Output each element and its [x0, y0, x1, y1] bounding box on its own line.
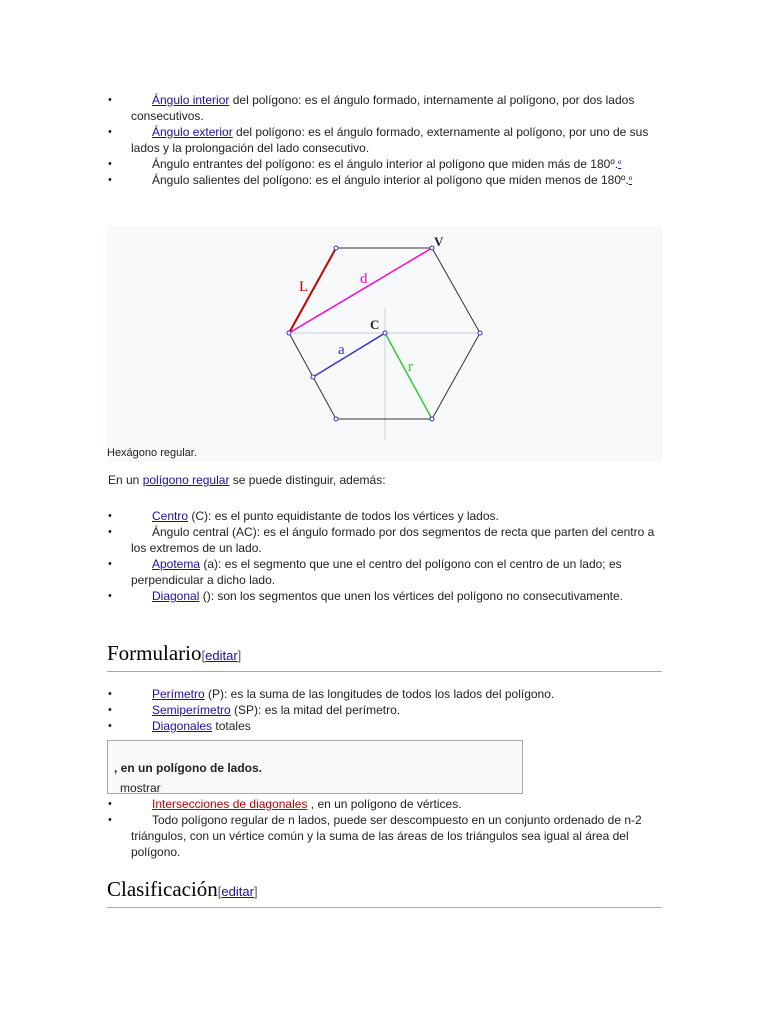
side-l-line	[289, 248, 336, 333]
list-item	[108, 124, 662, 156]
edit-bracket-close: ]	[253, 884, 258, 899]
edit-bracket-open: [	[217, 884, 222, 899]
edit-link[interactable]: editar	[221, 884, 254, 899]
list-item	[108, 508, 662, 524]
bullet-icon: •	[108, 798, 112, 810]
item-text: (SP): es la mitad del perímetro.	[230, 703, 401, 717]
list-item	[108, 156, 662, 172]
list-item	[108, 524, 662, 556]
label-l: L	[299, 279, 309, 295]
list-item	[108, 702, 662, 718]
footnote-link[interactable]: º	[618, 159, 622, 169]
item-text: Todo polígono regular de n lados, puede ser descompuesto en un conjunto ordenado de n-2 triángulos, con un vértice común y la suma de las áreas de los triángulos sea igual al área del polígono.	[131, 813, 642, 859]
figure-caption: Hexágono regular.	[107, 447, 197, 459]
list-item	[108, 92, 662, 124]
bullet-icon: •	[108, 510, 112, 522]
edit-bracket-open: [	[201, 648, 206, 663]
list-item	[108, 588, 662, 604]
list-item	[108, 796, 662, 812]
intro-paragraph	[108, 473, 386, 487]
item-text: (P): es la suma de las longitudes de todos los lados del polígono.	[204, 687, 555, 701]
bullet-icon: •	[108, 814, 112, 826]
bullet-icon: •	[108, 704, 112, 716]
inline-link[interactable]: Intersecciones de diagonales	[152, 797, 308, 811]
bullet-icon: •	[108, 526, 112, 538]
item-text: del polígono: es el ángulo formado, externamente al polígono, por uno de sus lados y la prolongación del lado consecutivo.	[131, 125, 649, 155]
list-item	[108, 812, 662, 860]
bullet-icon: •	[108, 174, 112, 186]
label-c: C	[370, 317, 380, 332]
hexagon-diagram	[107, 226, 662, 446]
item-text: , en un polígono de vértices.	[307, 797, 462, 811]
bullet-icon: •	[108, 126, 112, 138]
list-formulas	[108, 686, 662, 734]
apothem-a-line	[313, 333, 385, 377]
bullet-icon: •	[108, 688, 112, 700]
section-heading-formulario	[107, 640, 662, 672]
inline-link[interactable]: Apotema	[152, 557, 201, 571]
radius-r-line	[385, 333, 432, 419]
bullet-icon: •	[108, 720, 112, 732]
bullet-icon: •	[108, 94, 112, 106]
item-text: Ángulo entrantes del polígono: es el ángulo interior al polígono que miden más de 180º.	[152, 157, 619, 171]
label-d: d	[360, 271, 368, 287]
item-text: (C): es el punto equidistante de todos los vértices y lados.	[188, 509, 499, 523]
para-before: En un	[108, 473, 143, 487]
list-angles	[108, 92, 662, 188]
edit-bracket-close: ]	[237, 648, 242, 663]
item-text: totales	[212, 719, 251, 733]
heading-title: Formulario	[107, 641, 202, 665]
list-item	[108, 556, 662, 588]
label-v: V	[434, 234, 444, 249]
list-item	[108, 172, 662, 188]
list-item	[108, 686, 662, 702]
inline-link[interactable]: Centro	[152, 509, 189, 523]
label-a: a	[338, 342, 345, 358]
diagonal-d-line	[289, 248, 432, 333]
formula-show: mostrar	[120, 781, 161, 795]
inline-link[interactable]: Ángulo interior	[152, 93, 230, 107]
section-heading-clasificacion	[107, 876, 662, 908]
bullet-icon: •	[108, 558, 112, 570]
item-text: (a): es el segmento que une el centro del polígono con el centro de un lado; es perpendicular a dicho lado.	[131, 557, 622, 587]
bullet-icon: •	[108, 590, 112, 602]
item-text: del polígono: es el ángulo formado, internamente al polígono, por dos lados consecutivos.	[131, 93, 635, 123]
link-poligono-regular[interactable]: polígono regular	[142, 473, 230, 487]
inline-link[interactable]: Ángulo exterior	[152, 125, 233, 139]
label-r: r	[408, 359, 413, 375]
edit-link[interactable]: editar	[205, 648, 238, 663]
footnote-link[interactable]: º	[628, 175, 633, 185]
inline-link[interactable]: Diagonal	[152, 589, 200, 603]
inline-link[interactable]: Semiperímetro	[152, 703, 231, 717]
edit-section	[202, 648, 242, 663]
heading-title: Clasificación	[107, 877, 218, 901]
formula-text: , en un polígono de lados.	[114, 761, 262, 775]
item-text: Ángulo salientes del polígono: es el ángulo interior al polígono que miden menos de 180º.	[152, 173, 629, 187]
inline-link[interactable]: Perímetro	[152, 687, 205, 701]
formula-box	[107, 740, 523, 794]
list-elements	[108, 508, 662, 604]
edit-section	[218, 884, 258, 899]
inline-link[interactable]: Diagonales	[152, 719, 213, 733]
list-formulas-2	[108, 796, 662, 860]
item-text: Ángulo central (AC): es el ángulo formado por dos segmentos de recta que parten del centro a los extremos de un lado.	[131, 525, 655, 555]
hexagon-figure	[107, 226, 662, 462]
item-text: (): son los segmentos que unen los vértices del polígono no consecutivamente.	[199, 589, 623, 603]
list-item	[108, 718, 662, 734]
para-after: se puede distinguir, además:	[229, 473, 386, 487]
bullet-icon: •	[108, 158, 112, 170]
